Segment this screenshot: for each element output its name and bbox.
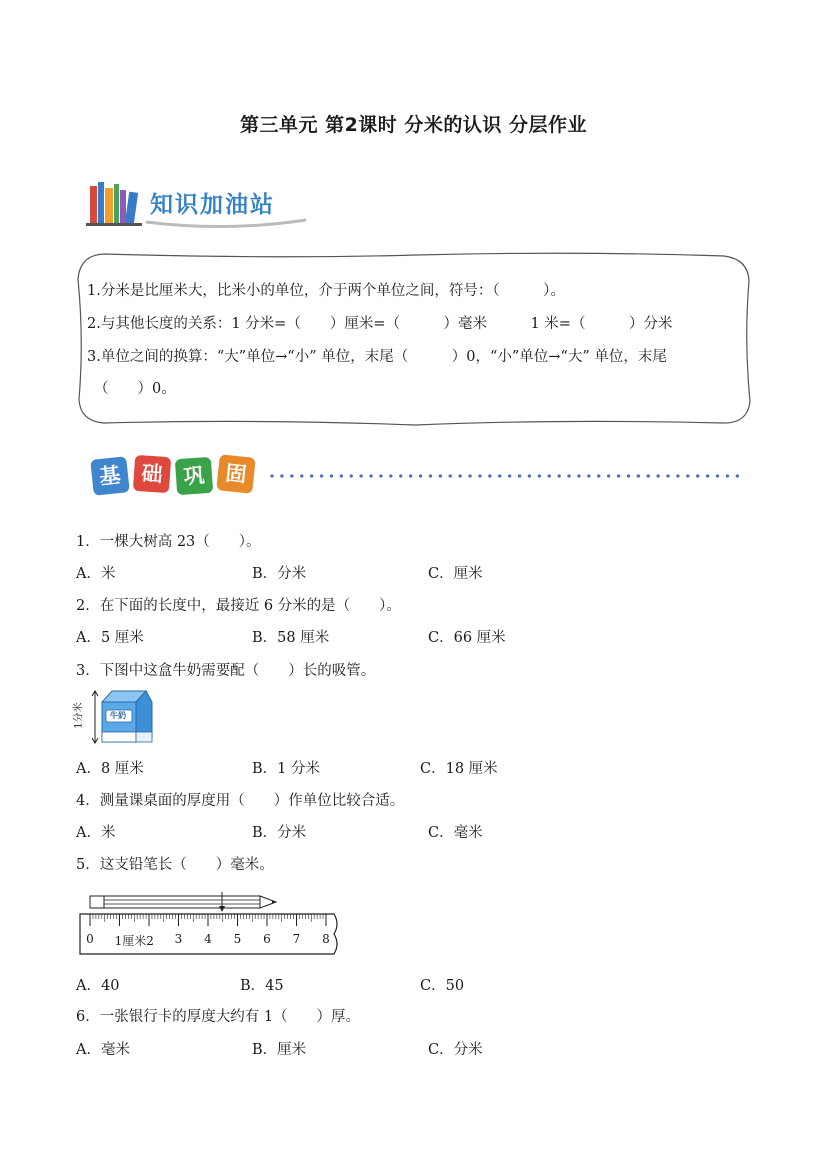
knowledge-line-4: （ ）0。 (94, 381, 176, 397)
question-3-stem: 3．下图中这盒牛奶需要配（ ）长的吸管。 (76, 663, 376, 679)
knowledge-banner (86, 180, 316, 230)
question-2-option-c: C．66 厘米 (428, 630, 506, 646)
page-title: 第三单元 第2课时 分米的认识 分层作业 (239, 114, 588, 136)
question-5-option-c: C．50 (420, 978, 465, 994)
milk-side-label: 1分米 (73, 702, 85, 729)
dotted-rule (270, 472, 740, 480)
ruler-label: 6 (263, 932, 271, 946)
ruler-label: 1厘米2 (114, 934, 154, 948)
question-4-option-a: A．米 (76, 825, 116, 841)
question-6-option-a: A．毫米 (76, 1042, 130, 1058)
knowledge-line-1: 1.分米是比厘米大，比米小的单位，介于两个单位之间，符号：（ ）。 (87, 283, 565, 299)
question-1-option-b: B．分米 (252, 566, 307, 582)
question-3-option-b: B．1 分米 (252, 761, 320, 777)
question-2-option-b: B．58 厘米 (252, 630, 330, 646)
question-4-option-b: B．分米 (252, 825, 307, 841)
question-1-option-a: A．米 (76, 566, 116, 582)
question-4-stem: 4．测量课桌面的厚度用（ ）作单位比较合适。 (76, 793, 405, 809)
question-6-stem: 6．一张银行卡的厚度大约有 1（ ）厚。 (76, 1009, 361, 1025)
question-1-stem: 1．一棵大树高 23（ ）。 (76, 534, 261, 550)
ruler-label: 5 (233, 932, 242, 946)
question-5-stem: 5．这支铅笔长（ ）毫米。 (76, 857, 274, 873)
tile-gu: 固 (216, 454, 256, 494)
basic-banner (86, 452, 746, 502)
ruler-label: 4 (204, 932, 212, 946)
knowledge-line-2: 2.与其他长度的关系：1 分米=（ ）厘米=（ ）毫米 1 米=（ ）分米 (87, 316, 673, 332)
knowledge-box (76, 251, 752, 427)
tile-chu: 础 (133, 455, 171, 493)
knowledge-line-3: 3.单位之间的换算：“大”单位→“小” 单位，末尾（ ）0，“小”单位→“大” 单位，末尾 (87, 349, 667, 365)
question-5-option-b: B．45 (240, 978, 284, 994)
question-6-option-b: B．厘米 (252, 1042, 307, 1058)
tile-gong: 巩 (175, 457, 213, 495)
question-1-option-c: C．厘米 (428, 566, 483, 582)
question-2-stem: 2．在下面的长度中，最接近 6 分米的是（ ）。 (76, 598, 401, 614)
ruler-label: 7 (292, 932, 301, 946)
question-3-option-c: C．18 厘米 (420, 761, 498, 777)
knowledge-banner-label: 知识加油站 (150, 192, 275, 218)
question-5-option-a: A．40 (76, 978, 120, 994)
tile-ji: 基 (90, 456, 130, 496)
ruler-label: 3 (174, 932, 183, 946)
pencil-ruler-figure (76, 890, 342, 956)
question-6-option-c: C．分米 (428, 1042, 483, 1058)
wavy-border (76, 251, 752, 427)
milk-carton-figure (73, 688, 156, 746)
ruler-label: 0 (86, 932, 94, 946)
ruler-label: 8 (322, 932, 330, 946)
question-3-option-a: A．8 厘米 (76, 761, 144, 777)
question-4-option-c: C．毫米 (428, 825, 483, 841)
question-2-option-a: A．5 厘米 (76, 630, 144, 646)
ruler-labels (76, 890, 342, 956)
milk-box-label: 牛奶 (110, 711, 126, 720)
